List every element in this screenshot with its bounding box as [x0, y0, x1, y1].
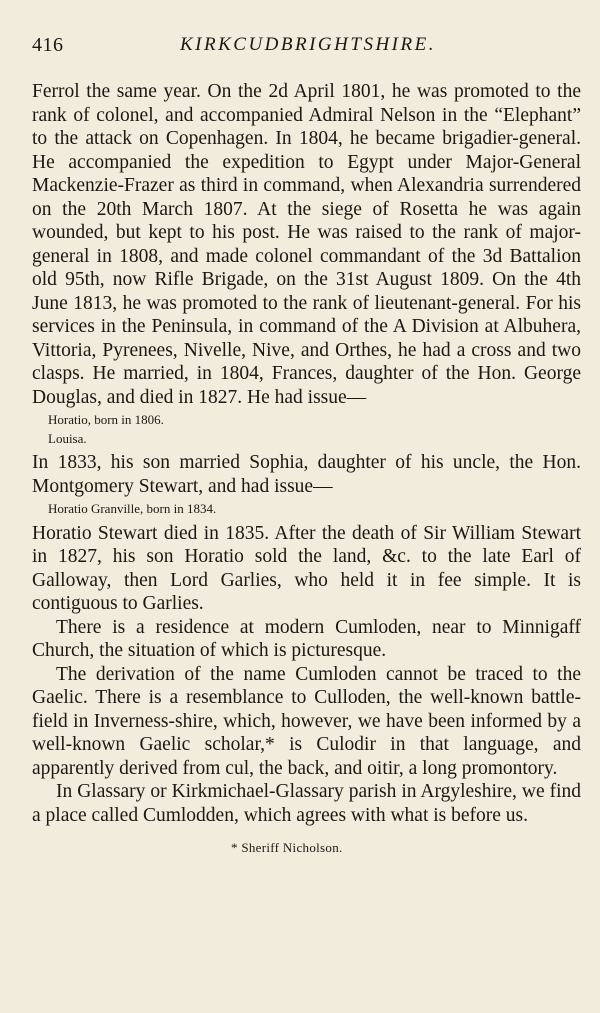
- running-title: KIRKCUDBRIGHTSHIRE.: [180, 34, 436, 55]
- paragraph-horatio-died: Horatio Stewart died in 1835. After the death of Sir William Stewart in 1827, his son Horatio sold the land, &c. to the late Earl of Galloway, then Lord Garlies, who held it in fee simple. It is contiguous to Garlies.: [32, 522, 581, 615]
- issue-list-1: [48, 411, 580, 448]
- list-item: Horatio Granville, born in 1834.: [48, 501, 217, 517]
- footnote: * Sheriff Nicholson.: [231, 840, 343, 856]
- page-number: 416: [32, 34, 64, 56]
- list-item: Louisa.: [48, 430, 87, 446]
- paragraph-glassary: In Glassary or Kirkmichael-Glassary parish in Argyleshire, we find a place called Cumlodden, which agrees with what is before us.: [32, 781, 581, 826]
- paragraph-continuation: Ferrol the same year. On the 2d April 1801, he was promoted to the rank of colonel, and accompanied Admiral Nelson in the “Elephant” to the attack on Copenhagen. In 1804, he became brigadier-general. He accompanied the expedition to Egypt under Major-General Mackenzie-Frazer as third in command, when Alexandria surrendered on the 20th March 1807. At the siege of Rosetta he was again wounded, but kept to his post. He was raised to the rank of major-general in 1808, and made colonel commandant of the 3d Battalion old 95th, now Rifle Brigade, on the 31st August 1809. On the 4th June 1813, he was promoted to the rank of lieutenant-general. For his services in the Peninsula, in command of the A Division at Albuhera, Vittoria, Pyrenees, Nivelle, Nive, and Orthes, he had a cross and two clasps. He married, in 1804, Frances, daughter of the Hon. George Douglas, and died in 1827. He had issue—: [32, 81, 581, 408]
- paragraph-son-married: In 1833, his son married Sophia, daughter of his uncle, the Hon. Montgomery Stewart, and had issue—: [32, 452, 581, 497]
- list-item: Horatio, born in 1806.: [48, 412, 164, 427]
- page-header: [32, 34, 580, 64]
- paragraph-derivation: The derivation of the name Cumloden cannot be traced to the Gaelic. There is a resemblance to Culloden, the well-known battle-field in Inverness-shire, which, however, we have been informed by a well-known Gaelic scholar,* is Culodir in that language, and apparently derived from cul, the back, and oitir, a long promontory.: [32, 663, 581, 779]
- issue-list-2: [48, 500, 580, 519]
- paragraph-residence: There is a residence at modern Cumloden, near to Minnigaff Church, the situation of which is picturesque.: [32, 616, 581, 662]
